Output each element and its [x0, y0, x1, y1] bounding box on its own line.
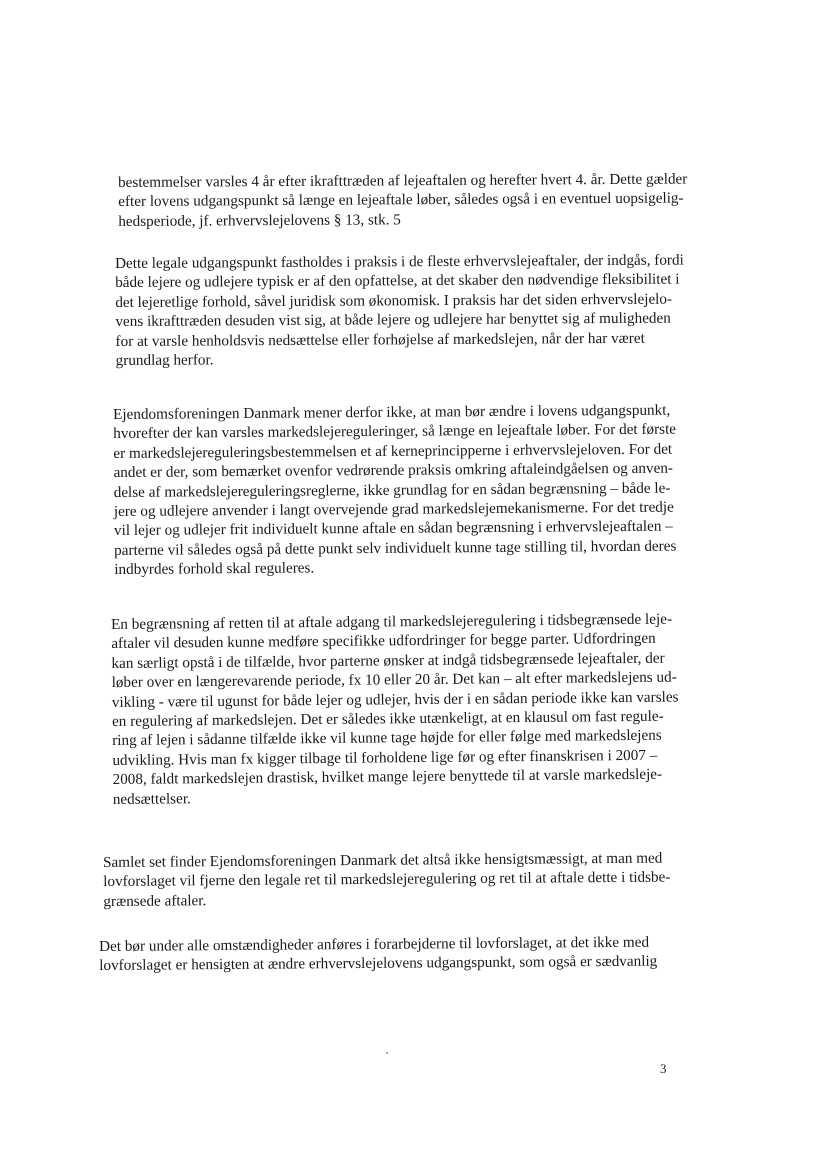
text-line: vens ikrafttræden desuden vist sig, at både lejere og udlejere har benyttet sig af muligheden — [115, 309, 671, 331]
text-line: lovforslaget er hensigten at ændre erhvervslejelovens udgangspunkt, som også er sædvanlig — [99, 953, 658, 975]
text-line: vil lejer og udlejer frit individuelt kunne aftale en sådan begrænsning i erhvervslejeaftalen – — [113, 518, 673, 540]
text-line: Dette legale udgangspunkt fastholdes i praksis i de fleste erhvervslejeaftaler, der indgås, fordi — [115, 251, 684, 272]
text-line: vikling - være til ugunst for både lejer og udlejer, hvis der i en sådan periode ikke kan varsles — [111, 688, 679, 711]
paragraph-conclusion — [103, 849, 671, 912]
text-line: hvorefter der kan varsles markedslejereguleringer, så længe en lejeaftale løber. For det første — [113, 420, 677, 443]
text-line: 2008, faldt markedslejen drastisk, hvilket mange lejere benyttede til at varsle markedsleje- — [112, 765, 663, 789]
text-line: delse af markedslejereguleringsreglerne, ikke grundlag for en sådan begrænsning – både le- — [113, 479, 671, 501]
paragraph-preparatory-works — [99, 933, 657, 976]
text-line: for at varsle henholdsvis nedsættelse eller forhøjelse af markedslejen, når der har været — [115, 329, 645, 350]
page-number: 3 — [660, 1061, 667, 1076]
text-line: Det bør under alle omstændigheder anføres i forarbejderne til lovforslaget, at det ikke med — [99, 933, 650, 955]
text-line: indbyrdes forhold skal reguleres. — [114, 559, 315, 579]
paragraph-legal-practice — [115, 251, 684, 371]
text-line: bestemmelser varsles 4 år efter ikrafttræden af lejeaftalen og herefter hvert 4. år. Dette gælder — [118, 170, 688, 191]
text-line: ring af lejen i sådanne tilfælde ikke vil kunne tage højde for eller følge med markedslejens — [112, 727, 662, 750]
text-line: aftaler vil desuden kunne medføre specifikke udfordringer for begge parter. Udfordringen — [111, 630, 656, 653]
text-line: hedsperiode, jf. erhvervslejelovens § 13, stk. 5 — [118, 211, 401, 230]
text-line: løber over en længerevarende periode, fx 10 eller 20 år. Det kan – alt efter markedslejens ud- — [111, 668, 677, 692]
scan-speck — [386, 1052, 388, 1054]
text-line: jere og udlejere anvender i langt overvejende grad markedslejemekanismerne. For det tredje — [113, 498, 674, 521]
text-line: grænsede aftaler. — [103, 892, 207, 910]
text-line: andet er der, som bemærket ovenfor vedrørende praksis omkring aftaleindgåelsen og anven- — [113, 459, 674, 482]
text-line: parterne vil således også på dette punkt selv individuelt kunne tage stilling til, hvordan deres — [114, 537, 677, 559]
text-line: Samlet set finder Ejendomsforeningen Danmark det altså ikke hensigtsmæssigt, at man med — [103, 849, 663, 871]
paragraph-notice-interval — [118, 170, 688, 232]
text-line: En begrænsning af retten til at aftale adgang til markedslejeregulering i tidsbegrænsede leje- — [111, 610, 673, 633]
text-line: lovforslaget vil fjerne den legale ret til markedslejeregulering og ret til at aftale dette i tidsbe- — [103, 868, 671, 891]
text-line: nedsættelser. — [112, 789, 191, 808]
text-line: er markedslejereguleringsbestemmelsen et af kerneprincipperne i erhvervslejeloven. For det — [113, 440, 673, 462]
text-line: en regulering af markedslejen. Det er således ikke utænkeligt, at en klausul om fast regule- — [111, 707, 664, 731]
text-line: grundlag herfor. — [115, 351, 214, 370]
text-line: både lejere og udlejere typisk er af den opfattelse, at det skaber den nødvendige fleksibilitet i — [115, 270, 680, 292]
text-line: Ejendomsforeningen Danmark mener derfor ikke, at man bør ændre i lovens udgangspunkt, — [113, 401, 671, 423]
text-line: det lejeretlige forhold, såvel juridisk som økonomisk. I praksis har det siden erhvervslejelo- — [115, 290, 673, 311]
paragraph-association-position — [113, 401, 677, 580]
text-line: udvikling. Hvis man fx kigger tilbage til forholdene lige før og efter finanskrisen i 2007 – — [112, 746, 658, 769]
text-line: efter lovens udgangspunkt så længe en lejeaftale løber, således også i en eventuel uopsigelig- — [118, 189, 684, 211]
text-line: kan særligt opstå i de tilfælde, hvor parterne ønsker at indgå tidsbegrænsede lejeaftaler, der — [111, 649, 665, 672]
paragraph-limitation-challenges — [111, 610, 679, 809]
